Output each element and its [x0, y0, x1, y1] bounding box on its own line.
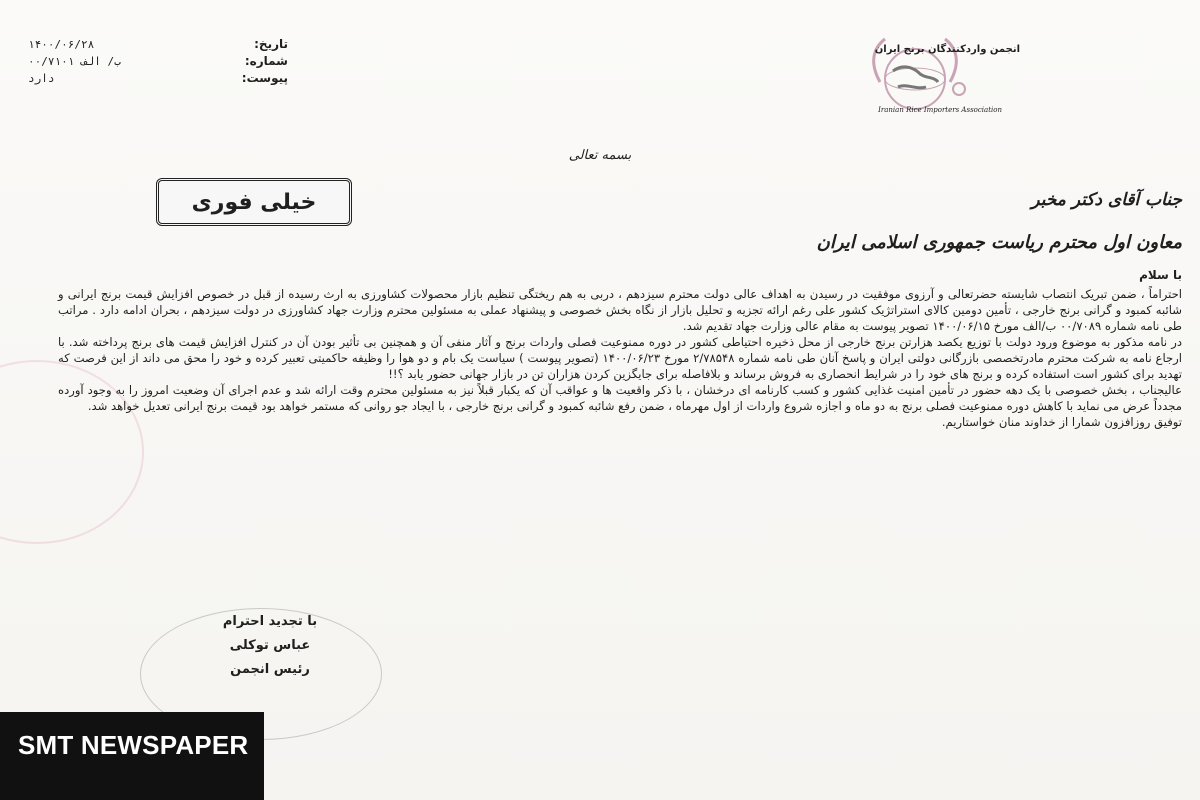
meta-attachment-row — [28, 70, 288, 87]
signer-name: عباس توکلی — [229, 638, 311, 653]
meta-number-row — [28, 53, 288, 70]
attachment-value: دارد — [28, 72, 55, 85]
watermark-overlay — [0, 712, 264, 800]
recipient-line-1: جناب آقای دکتر مخبر — [1031, 190, 1182, 210]
number-value: ۰۰/۷۱۰۱ ب/ الف — [28, 55, 121, 68]
greeting: با سلام — [1139, 268, 1182, 282]
watermark-text: SMT NEWSPAPER — [18, 730, 249, 760]
letter-meta — [28, 36, 288, 87]
basmala: بسمه تعالی — [568, 148, 632, 163]
meta-date-row — [28, 36, 288, 53]
signature-block — [160, 610, 380, 682]
closing: با تجدید احترام — [222, 614, 318, 629]
paragraph-3: عالیجناب ، بخش خصوصی با یک دهه حضور در تأمین امنیت غذایی کشور و کسب کارنامه ای درخشان ، با ذکر واقعیت ها و عواقب آن که یکبار قبلاً نیز به مسئولین محترم وقت ارائه شد و عدم اجرای آن وضعیت امروز را به وجود آورده مجدداً عرض می نماید با کاهش دوره ممنوعیت فصلی برنج به دو ماه و اجازه شروع واردات از اول مهرماه ، ضمن رفع شائبه کمبود و گرانی برنج خارجی ، با ایجاد جو روانی که مستمر خواهد بود قیمت برنج ایرانی تعدیل خواهد شد. — [58, 383, 1182, 413]
association-logo — [810, 24, 1020, 124]
number-label: شماره: — [244, 54, 288, 68]
attachment-label: پیوست: — [241, 71, 288, 85]
letter-body — [58, 286, 1182, 430]
date-value: ۱۴۰۰/۰۶/۲۸ — [28, 38, 95, 51]
signer-title: رئیس انجمن — [230, 662, 310, 677]
logo-persian-text: انجمن واردکنندگان برنج ایران — [874, 44, 1020, 55]
paragraph-1: احتراماً ، ضمن تبریک انتصاب شایسته حضرتعالی و آرزوی موفقیت در رسیدن به اهداف عالی دولت محترم سیزدهم ، دربی به هم ریختگی تنظیم بازار محصولات کشاورزی به ارث رسیده از قبل در خصوص افزایش قیمت برنج ایرانی و شائبه کمبود و گرانی برنج خارجی ، تأمین دومین کالای استراتژیک کشور علی رغم ارائه تجزیه و تحلیل بازار از نگاه بخش خصوصی و پیشنهاد عملی به مسئولین محترم وزارت جهاد کشاورزی در دولت سیزدهم ، بحران ادامه دارد . مراتب طی نامه شماره ۰۰/۷۰۸۹ ب/الف مورخ ۱۴۰۰/۰۶/۱۵ تصویر پیوست به مقام عالی وزارت جهاد تقدیم شد. — [58, 287, 1182, 333]
date-label: تاریخ: — [254, 37, 288, 51]
logo-english-text: Iranian Rice Importers Association — [878, 106, 1002, 114]
paragraph-4: توفیق روزافزون شمارا از خداوند منان خواستاریم. — [941, 415, 1182, 429]
paragraph-2: در نامه مذکور به موضوع ورود دولت با توزیع یکصد هزارتن برنج خارجی از محل ذخیره احتیاطی کشور در دوره ممنوعیت فصلی واردات برنج و آثار منفی آن و همچنین بی تأثیر بودن آن در کنترل افزایش قیمت های برنج پرداخته شد. با ارجاع نامه به شرکت محترم مادرتخصصی بازرگانی دولتی ایران و پاسخ آنان طی نامه شماره ۲/۷۸۵۴۸ مورخ ۱۴۰۰/۰۶/۲۳ (تصویر پیوست ) سیاست یک بام و دو هوا را وظیفه حاکمیتی تعبیر کرده و خود را محق می داند از این فرصت که تهدید برای کشور است استفاده کرده و برنج های خود را در شرایط انحصاری به فروش برساند و بلافاصله برای جایگزین کردن هزاران تن در بازار جهانی حضور یابد ؟!! — [58, 335, 1182, 381]
urgent-box: خیلی فوری — [156, 178, 352, 226]
recipient-line-2: معاون اول محترم ریاست جمهوری اسلامی ایران — [816, 232, 1182, 253]
